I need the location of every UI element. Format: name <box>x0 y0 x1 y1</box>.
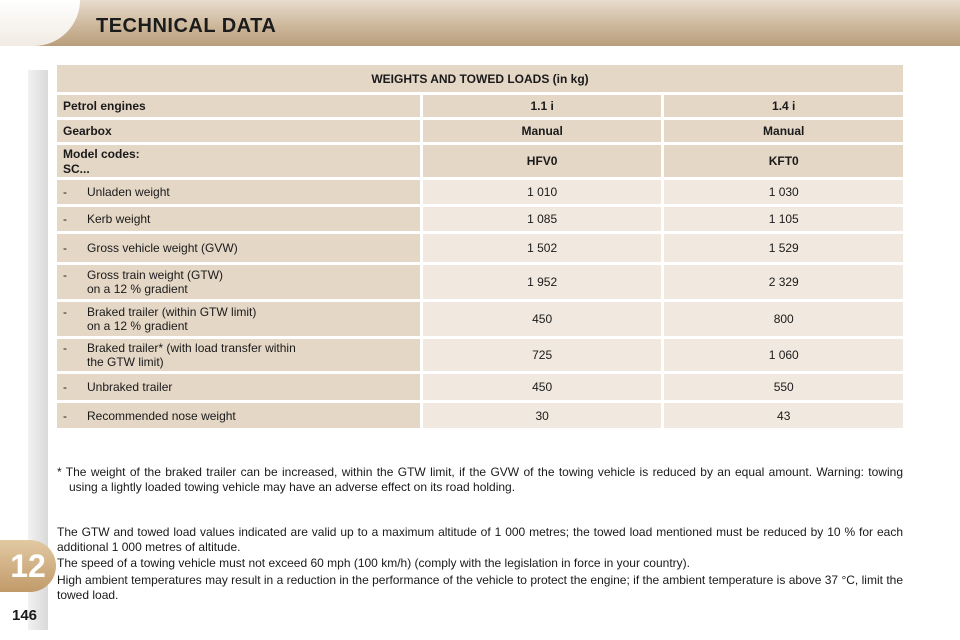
row-value-1: 450 <box>423 374 662 400</box>
row-dash: - <box>63 241 67 255</box>
row-value-2: 43 <box>664 403 903 428</box>
row-sublabel: on a 12 % gradient <box>87 282 188 296</box>
row-value-1: 450 <box>423 302 662 336</box>
row-value-1: 1 502 <box>423 234 662 262</box>
table-title: WEIGHTS AND TOWED LOADS (in kg) <box>57 65 903 92</box>
row-label: Unbraked trailer <box>87 380 173 394</box>
row-dash: - <box>63 185 67 199</box>
header-tab <box>0 0 80 46</box>
row-value-1: 725 <box>423 339 662 371</box>
row-dash: - <box>63 341 67 355</box>
altitude-note: The GTW and towed load values indicated are valid up to a maximum altitude of 1 000 metres; the towed load mentioned must be reduced by 10 % for each additional 1 000 metres of altitude. <box>57 525 903 554</box>
table-row <box>57 234 903 262</box>
table-row <box>57 302 903 336</box>
row-dash: - <box>63 212 67 226</box>
row-value-2: 1 030 <box>664 180 903 204</box>
temperature-note: High ambient temperatures may result in a reduction in the performance of the vehicle to protect the engine; if the ambient temperature is above 37 °C, limit the towed load. <box>57 573 903 602</box>
model-codes-label <box>57 145 420 177</box>
row-sublabel: the GTW limit) <box>87 355 164 369</box>
row-dash: - <box>63 380 67 394</box>
model-codes-label-line2: SC... <box>63 162 90 176</box>
table-row <box>57 403 903 428</box>
row-label: Gross train weight (GTW) <box>87 268 224 282</box>
table-row <box>57 265 903 299</box>
row-value-2: 1 529 <box>664 234 903 262</box>
row-dash: - <box>63 268 67 282</box>
row-label: Kerb weight <box>87 212 151 226</box>
page-number: 146 <box>12 607 38 624</box>
model-code-2: KFT0 <box>664 145 903 177</box>
chapter-badge: 12 <box>0 540 56 592</box>
row-value-2: 2 329 <box>664 265 903 299</box>
row-value-1: 30 <box>423 403 662 428</box>
row-dash: - <box>63 408 67 423</box>
page-title: TECHNICAL DATA <box>96 15 277 37</box>
row-label: Recommended nose weight <box>87 408 236 423</box>
row-value-2: 550 <box>664 374 903 400</box>
row-label: Braked trailer* (with load transfer within <box>87 341 296 355</box>
row-label: Braked trailer (within GTW limit) <box>87 305 257 319</box>
table-row <box>57 207 903 231</box>
row-value-1: 1 085 <box>423 207 662 231</box>
weights-table-wrapper <box>57 62 903 431</box>
row-value-1: 1 010 <box>423 180 662 204</box>
gearbox-1: Manual <box>423 120 662 142</box>
gearbox-2: Manual <box>664 120 903 142</box>
row-value-2: 1 060 <box>664 339 903 371</box>
row-label: Gross vehicle weight (GVW) <box>87 241 238 255</box>
engine-1: 1.1 i <box>423 95 662 117</box>
row-dash: - <box>63 305 67 319</box>
table-row <box>57 180 903 204</box>
model-code-1: HFV0 <box>423 145 662 177</box>
row-value-2: 800 <box>664 302 903 336</box>
row-value-1: 1 952 <box>423 265 662 299</box>
engine-label: Petrol engines <box>57 95 420 117</box>
table-row <box>57 339 903 371</box>
model-codes-label-line1: Model codes: <box>63 147 140 161</box>
row-sublabel: on a 12 % gradient <box>87 319 188 333</box>
footnote-text: * The weight of the braked trailer can be increased, within the GTW limit, if the GVW of the towing vehicle is reduced by an equal amount. Warning: towing using a lightly loaded towing vehicle may have an adverse effect on its road holding. <box>57 465 903 494</box>
gearbox-label: Gearbox <box>57 120 420 142</box>
row-label: Unladen weight <box>87 185 170 199</box>
header-banner <box>0 0 960 46</box>
engine-2: 1.4 i <box>664 95 903 117</box>
row-value-2: 1 105 <box>664 207 903 231</box>
footnote <box>57 465 903 495</box>
speed-note: The speed of a towing vehicle must not exceed 60 mph (100 km/h) (comply with the legislation in force in your country). <box>57 556 690 570</box>
weights-table <box>54 62 906 431</box>
table-row <box>57 374 903 400</box>
